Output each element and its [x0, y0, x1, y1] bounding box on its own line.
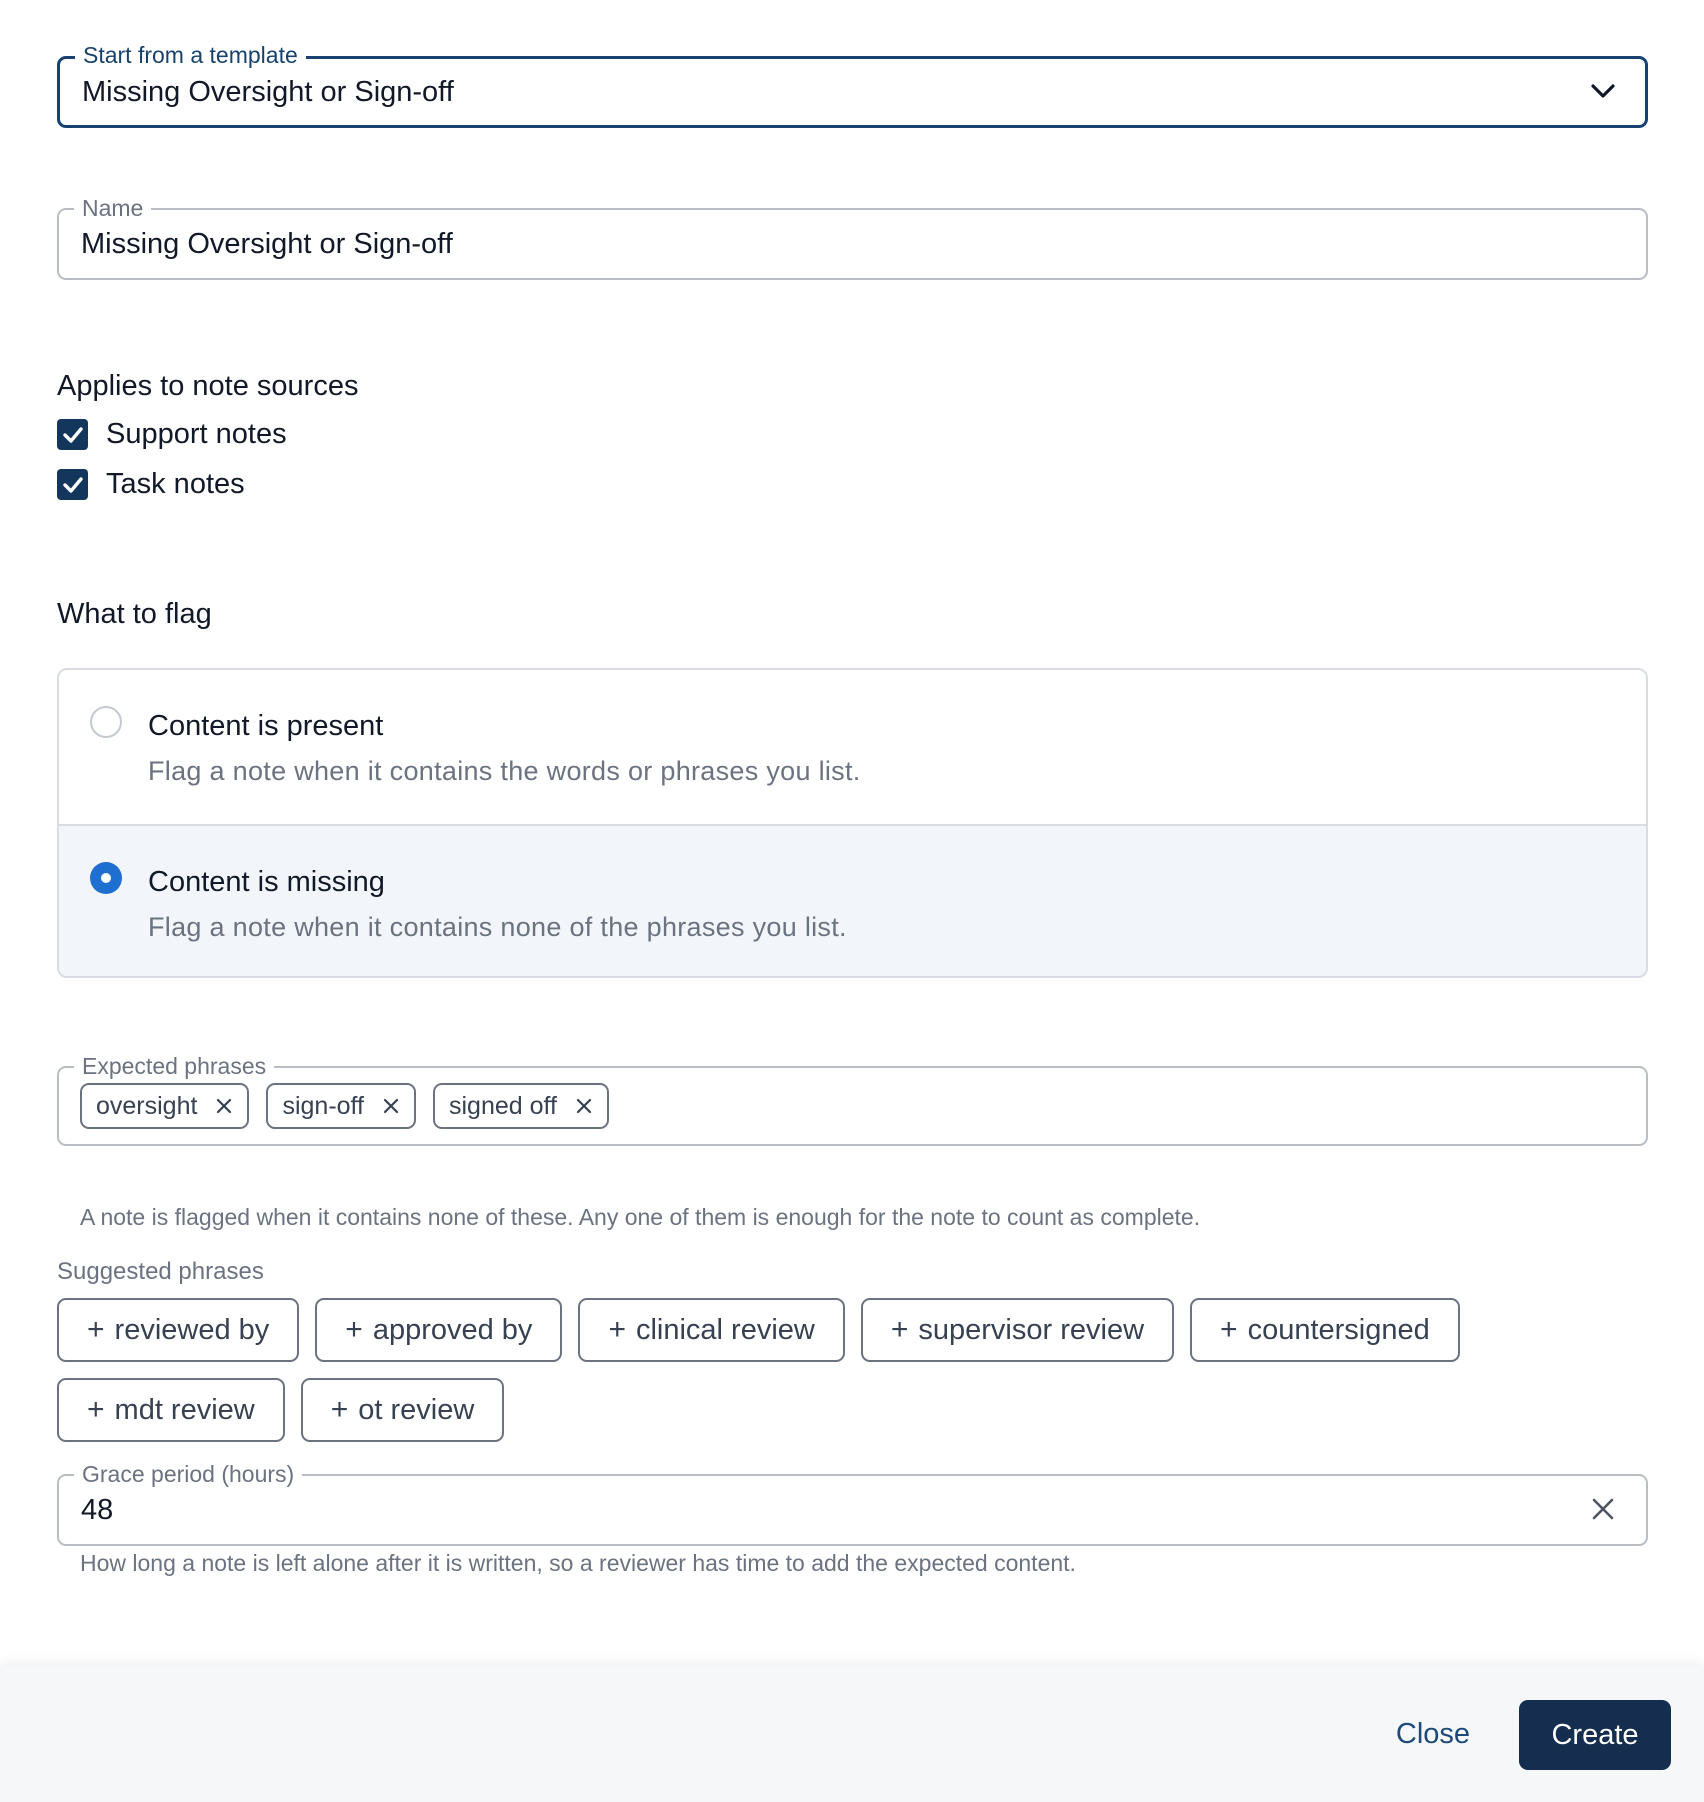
option-content-missing[interactable] — [59, 824, 1646, 978]
suggest-mdt-review-button[interactable] — [57, 1378, 285, 1442]
content-missing-title: Content is missing — [148, 866, 385, 898]
option-content-present[interactable] — [59, 670, 1646, 824]
grace-period-value: 48 — [81, 1493, 114, 1526]
chevron-down-icon[interactable] — [1589, 81, 1617, 101]
suggest-label: clinical review — [635, 1313, 815, 1346]
content-missing-radio[interactable] — [90, 862, 122, 894]
content-present-title: Content is present — [148, 710, 384, 742]
task-notes-label: Task notes — [106, 468, 245, 500]
phrase-chip — [266, 1083, 416, 1129]
task-notes-checkbox[interactable] — [57, 469, 88, 500]
grace-period-field[interactable] — [57, 1461, 1648, 1546]
phrase-chip-label: sign-off — [282, 1091, 364, 1120]
name-field-value: Missing Oversight or Sign-off — [81, 227, 453, 260]
template-select[interactable] — [57, 42, 1648, 128]
plus-icon: + — [330, 1393, 349, 1426]
suggest-label: countersigned — [1247, 1313, 1430, 1346]
expected-phrases-helper: A note is flagged when it contains none of these. Any one of them is enough for the note to count as complete. — [80, 1204, 1201, 1230]
source-support-notes[interactable] — [57, 418, 287, 451]
source-task-notes[interactable] — [57, 468, 245, 501]
flag-heading: What to flag — [57, 598, 212, 630]
grace-period-label: Grace period (hours) — [74, 1461, 302, 1487]
plus-icon: + — [608, 1313, 626, 1346]
suggest-ot-review-button[interactable] — [301, 1378, 505, 1442]
phrase-chip — [80, 1083, 249, 1129]
suggested-phrases-list — [57, 1298, 1537, 1442]
flag-mode-group — [57, 668, 1648, 978]
suggested-heading: Suggested phrases — [57, 1258, 264, 1285]
suggest-label: reviewed by — [114, 1313, 270, 1346]
create-button[interactable]: Create — [1519, 1700, 1671, 1770]
check-icon — [62, 426, 84, 444]
phrase-chip-label: signed off — [448, 1091, 557, 1120]
suggest-clinical-review-button[interactable] — [578, 1298, 844, 1362]
remove-chip-icon[interactable] — [575, 1097, 593, 1115]
template-select-value: Missing Oversight or Sign-off — [82, 75, 454, 108]
clear-icon[interactable] — [1590, 1496, 1616, 1522]
suggest-supervisor-review-button[interactable] — [861, 1298, 1174, 1362]
name-field[interactable] — [57, 195, 1648, 280]
expected-phrases-label: Expected phrases — [74, 1053, 274, 1079]
suggest-label: ot review — [358, 1393, 475, 1426]
dialog-footer — [0, 1666, 1704, 1802]
suggest-label: mdt review — [114, 1393, 255, 1426]
remove-chip-icon[interactable] — [215, 1097, 233, 1115]
suggest-label: supervisor review — [918, 1313, 1145, 1346]
suggest-reviewed-by-button[interactable] — [57, 1298, 299, 1362]
content-present-radio[interactable] — [90, 706, 122, 738]
check-icon — [62, 476, 84, 494]
template-select-label: Start from a template — [75, 42, 306, 68]
remove-chip-icon[interactable] — [382, 1097, 400, 1115]
content-present-description: Flag a note when it contains the words or phrases you list. — [148, 756, 861, 786]
sources-heading: Applies to note sources — [57, 370, 359, 402]
content-missing-description: Flag a note when it contains none of the phrases you list. — [148, 912, 847, 942]
suggest-countersigned-button[interactable] — [1190, 1298, 1460, 1362]
support-notes-checkbox[interactable] — [57, 419, 88, 450]
suggest-approved-by-button[interactable] — [315, 1298, 562, 1362]
suggest-label: approved by — [372, 1313, 533, 1346]
expected-phrases-field[interactable] — [57, 1053, 1648, 1146]
plus-icon: + — [1220, 1313, 1238, 1346]
support-notes-label: Support notes — [106, 418, 287, 450]
phrase-chip — [433, 1083, 609, 1129]
plus-icon: + — [87, 1313, 105, 1346]
plus-icon: + — [890, 1313, 909, 1346]
grace-period-helper: How long a note is left alone after it is written, so a reviewer has time to add the expected content. — [80, 1550, 1076, 1576]
name-field-label: Name — [74, 195, 151, 221]
plus-icon: + — [87, 1393, 105, 1426]
phrase-chip-label: oversight — [96, 1091, 198, 1120]
close-button[interactable]: Close — [1378, 1706, 1488, 1762]
plus-icon: + — [345, 1313, 363, 1346]
